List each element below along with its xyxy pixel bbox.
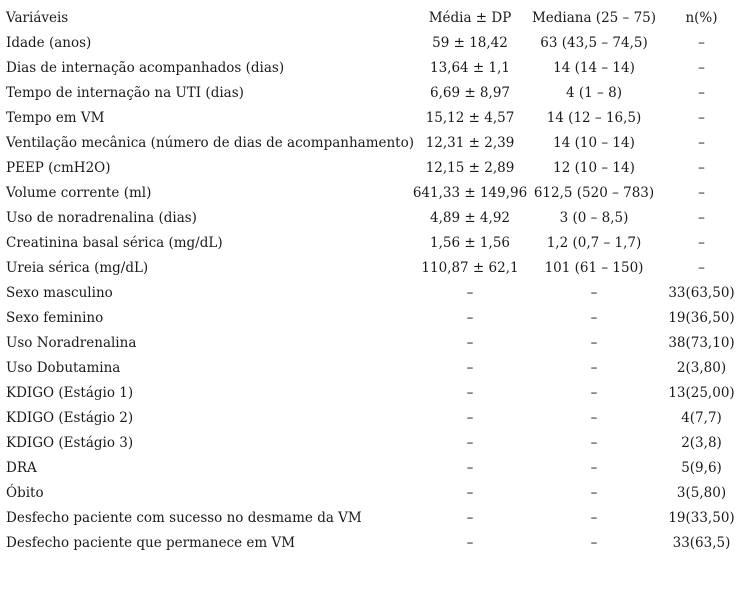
table-row xyxy=(0,206,743,231)
cell-variable: KDIGO (Estágio 2) xyxy=(6,410,134,426)
cell-n-percent: 2(3,80) xyxy=(676,360,727,376)
cell-median-iqr: 101 (61 – 150) xyxy=(544,260,644,276)
cell-mean-sd: – xyxy=(466,535,474,551)
cell-mean-sd: – xyxy=(466,310,474,326)
cell-median-iqr: 14 (10 – 14) xyxy=(553,135,635,151)
cell-median-iqr: 3 (0 – 8,5) xyxy=(559,210,629,226)
cell-median-iqr: – xyxy=(590,535,598,551)
cell-mean-sd: – xyxy=(466,410,474,426)
cell-mean-sd: – xyxy=(466,485,474,501)
cell-n-percent: 5(9,6) xyxy=(681,460,722,476)
cell-median-iqr: – xyxy=(590,385,598,401)
cell-variable: Idade (anos) xyxy=(6,35,92,51)
table-row xyxy=(0,256,743,281)
cell-variable: Tempo em VM xyxy=(6,110,105,126)
cell-variable: Sexo masculino xyxy=(6,285,113,301)
table-row xyxy=(0,131,743,156)
cell-variable: KDIGO (Estágio 1) xyxy=(6,385,134,401)
cell-median-iqr: – xyxy=(590,410,598,426)
cell-mean-sd: – xyxy=(466,510,474,526)
cell-median-iqr: – xyxy=(590,485,598,501)
cell-variable: Sexo feminino xyxy=(6,310,104,326)
cell-variable: Volume corrente (ml) xyxy=(6,185,152,201)
cell-n-percent: 19(36,50) xyxy=(668,310,735,326)
table-row xyxy=(0,231,743,256)
cell-variable: Dias de internação acompanhados (dias) xyxy=(6,60,285,76)
table-row xyxy=(0,456,743,481)
cell-mean-sd: 6,69 ± 8,97 xyxy=(429,85,510,101)
cell-mean-sd: 12,31 ± 2,39 xyxy=(425,135,515,151)
cell-median-iqr: 14 (14 – 14) xyxy=(553,60,635,76)
table-row xyxy=(0,381,743,406)
cell-mean-sd: – xyxy=(466,285,474,301)
header-media-dp: Média ± DP xyxy=(428,10,512,26)
table-row xyxy=(0,306,743,331)
table-row xyxy=(0,31,743,56)
cell-variable: Uso de noradrenalina (dias) xyxy=(6,210,197,226)
cell-median-iqr: 14 (12 – 16,5) xyxy=(546,110,642,126)
cell-n-percent: 33(63,5) xyxy=(672,535,731,551)
cell-mean-sd: 4,89 ± 4,92 xyxy=(429,210,510,226)
table-row xyxy=(0,406,743,431)
cell-n-percent: 2(3,8) xyxy=(681,435,722,451)
cell-variable: Tempo de internação na UTI (dias) xyxy=(6,85,244,101)
cell-mean-sd: 15,12 ± 4,57 xyxy=(425,110,515,126)
cell-median-iqr: 1,2 (0,7 – 1,7) xyxy=(546,235,642,251)
cell-mean-sd: 13,64 ± 1,1 xyxy=(429,60,510,76)
header-variaveis: Variáveis xyxy=(6,10,69,26)
cell-median-iqr: 4 (1 – 8) xyxy=(566,85,622,101)
cell-variable: KDIGO (Estágio 3) xyxy=(6,435,134,451)
cell-n-percent: 33(63,50) xyxy=(668,285,735,301)
cell-variable: Óbito xyxy=(6,485,44,501)
header-mediana: Mediana (25 – 75) xyxy=(531,10,657,26)
cell-median-iqr: – xyxy=(590,285,598,301)
cell-n-percent: – xyxy=(698,135,705,151)
cell-n-percent: 19(33,50) xyxy=(668,510,735,526)
cell-n-percent: – xyxy=(698,210,705,226)
table-row xyxy=(0,331,743,356)
cell-median-iqr: 612,5 (520 – 783) xyxy=(533,185,655,201)
cell-variable: Desfecho paciente que permanece em VM xyxy=(6,535,296,551)
cell-mean-sd: – xyxy=(466,385,474,401)
cell-n-percent: – xyxy=(698,35,705,51)
cell-mean-sd: – xyxy=(466,460,474,476)
cell-median-iqr: – xyxy=(590,435,598,451)
table-row xyxy=(0,81,743,106)
cell-mean-sd: – xyxy=(466,335,474,351)
table-row xyxy=(0,181,743,206)
cell-n-percent: 4(7,7) xyxy=(681,410,722,426)
cell-mean-sd: 59 ± 18,42 xyxy=(432,35,508,51)
table-row xyxy=(0,156,743,181)
cell-median-iqr: 63 (43,5 – 74,5) xyxy=(540,35,648,51)
cell-n-percent: – xyxy=(698,235,705,251)
table-row xyxy=(0,481,743,506)
cell-n-percent: 3(5,80) xyxy=(676,485,727,501)
cell-variable: Ureia sérica (mg/dL) xyxy=(6,260,149,276)
cell-median-iqr: 12 (10 – 14) xyxy=(553,160,635,176)
cell-n-percent: – xyxy=(698,260,705,276)
cell-n-percent: – xyxy=(698,85,705,101)
cell-median-iqr: – xyxy=(590,335,598,351)
cell-mean-sd: 641,33 ± 149,96 xyxy=(412,185,528,201)
cell-n-percent: – xyxy=(698,60,705,76)
table-row xyxy=(0,431,743,456)
cell-n-percent: – xyxy=(698,110,705,126)
table-row xyxy=(0,281,743,306)
cell-variable: Ventilação mecânica (número de dias de acompanhamento) xyxy=(6,135,415,151)
table-row xyxy=(0,356,743,381)
cell-mean-sd: 110,87 ± 62,1 xyxy=(421,260,519,276)
cell-median-iqr: – xyxy=(590,510,598,526)
table-row xyxy=(0,506,743,531)
cell-variable: Uso Noradrenalina xyxy=(6,335,137,351)
cell-n-percent: – xyxy=(698,160,705,176)
table-row xyxy=(0,56,743,81)
cell-median-iqr: – xyxy=(590,310,598,326)
cell-mean-sd: 12,15 ± 2,89 xyxy=(425,160,515,176)
cell-n-percent: 38(73,10) xyxy=(668,335,735,351)
header-n-percent: n(%) xyxy=(685,10,718,26)
table-body xyxy=(0,31,743,556)
cell-variable: PEEP (cmH2O) xyxy=(6,160,111,176)
cell-mean-sd: 1,56 ± 1,56 xyxy=(429,235,510,251)
cell-variable: Creatinina basal sérica (mg/dL) xyxy=(6,235,223,251)
cell-median-iqr: – xyxy=(590,360,598,376)
cell-variable: Desfecho paciente com sucesso no desmame da VM xyxy=(6,510,362,526)
cell-median-iqr: – xyxy=(590,460,598,476)
cell-variable: Uso Dobutamina xyxy=(6,360,121,376)
cell-n-percent: – xyxy=(698,185,705,201)
data-table xyxy=(0,6,743,556)
cell-n-percent: 13(25,00) xyxy=(668,385,735,401)
table-row xyxy=(0,106,743,131)
cell-mean-sd: – xyxy=(466,435,474,451)
table-row xyxy=(0,531,743,556)
cell-mean-sd: – xyxy=(466,360,474,376)
cell-variable: DRA xyxy=(6,460,37,476)
table-header-row xyxy=(0,6,743,31)
